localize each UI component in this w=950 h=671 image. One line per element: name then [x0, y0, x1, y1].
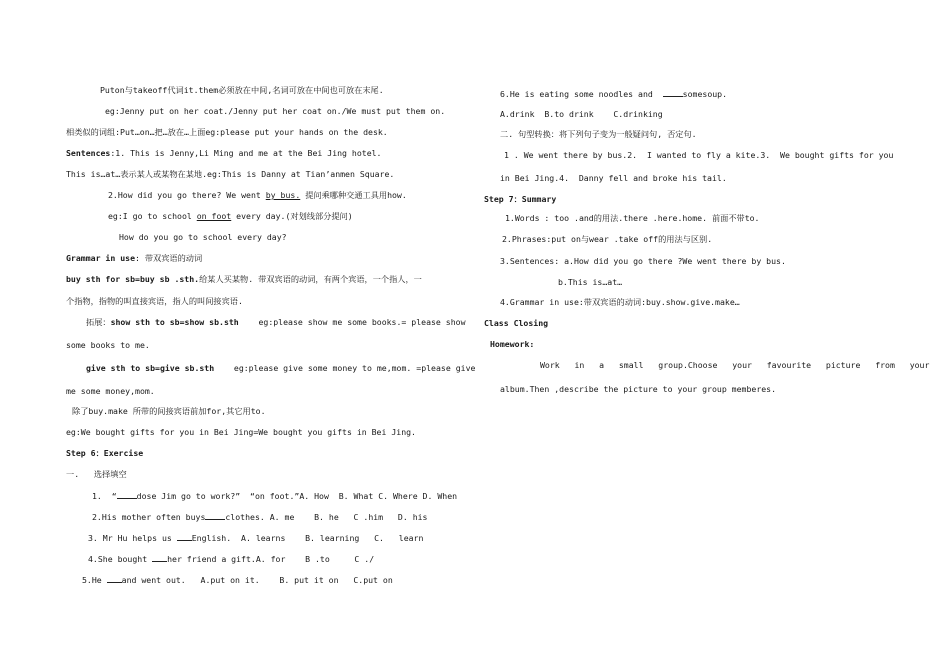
transform-sentences-2: in Bei Jing.4. Danny fell and broke his tail. [500, 173, 727, 183]
line-give-sth [86, 363, 475, 374]
step6-heading: Step 6：Exercise [66, 448, 144, 458]
grammar-text: : 带双宾语的动词 [135, 253, 203, 263]
q5-prefix: 5.He [82, 575, 107, 585]
q6-prefix: 6.He is eating some noodles and [500, 89, 663, 99]
line-how-did-you-go [108, 190, 407, 201]
summary-grammar: 4.Grammar in use:带双宾语的动词:buy.show.give.make… [500, 297, 740, 307]
q2-prefix: 2.His mother often buys [92, 512, 206, 522]
line-bought-gifts: eg:We bought gifts for you in Bei Jing=We bought you gifts in Bei Jing. [66, 427, 416, 437]
homework-heading: Homework: [490, 339, 535, 349]
question-6 [500, 88, 727, 100]
q3-text: English. A. learns B. learning C. learn [191, 533, 424, 543]
sentences-text: :1. This is Jenny,Li Ming and me at the Bei Jing hotel. [110, 148, 382, 158]
class-closing-heading: Class Closing [484, 318, 549, 328]
line-this-is-at: This is…at…表示某人或某物在某地.eg:This is Danny at Tian’anmen Square. [66, 169, 395, 179]
q6-text: somesoup. [682, 89, 728, 99]
line-grammar-in-use [66, 253, 202, 264]
foot-text-a: eg:I go to school [108, 211, 197, 221]
q2-blank [205, 511, 225, 520]
line-put-on-rule: Puton与takeoff代词it.them必须放在中间,名词可放在中间也可放在末尾. [100, 85, 384, 95]
q3-prefix: 3. Mr Hu helps us [88, 533, 177, 543]
line-some-money: me some money,mom. [66, 386, 155, 396]
line-buy-sth [66, 274, 422, 285]
line-direct-indirect: 个指物，指物的叫直接宾语，指人的叫间接宾语. [66, 296, 243, 306]
q1-blank [117, 490, 137, 499]
summary-phrases: 2.Phrases:put on与wear .take off的用法与区别. [502, 234, 713, 244]
q3-blank [177, 532, 192, 541]
q1-text: dose Jim go to work?” “on foot.”A. How B. What C. Where D. When [136, 491, 458, 501]
question-1 [92, 490, 457, 502]
buy-text: 给某人买某物. 带双宾语的动词，有两个宾语，一个指人，一 [199, 274, 422, 284]
buy-phrase: buy sth for sb=buy sb .sth. [66, 274, 200, 284]
homework-line-2: album.Then ,describe the picture to your group memberes. [500, 384, 777, 394]
show-phrase: show sth to sb=show sb.sth [110, 317, 239, 327]
give-example: eg:please give some money to me,mom. =please give [214, 363, 476, 373]
give-phrase: give sth to sb=give sb.sth [86, 363, 215, 373]
line-put-on-example: eg:Jenny put on her coat./Jenny put her coat on./We must put them on. [105, 106, 446, 116]
q4-blank [152, 553, 167, 562]
show-prefix: 拓展： [86, 317, 111, 327]
line-some-books: some books to me. [66, 340, 150, 350]
q5-text: and went out. A.put on it. B. put it on C.put on [121, 575, 393, 585]
question-4 [88, 553, 374, 565]
step7-heading: Step 7：Summary [484, 194, 557, 204]
question-6-options: A.drink B.to drink C.drinking [500, 109, 663, 119]
how-text-b: 提问乘哪种交通工具用how. [300, 190, 407, 200]
q4-text: her friend a gift.A. for B .to C ./ [167, 554, 375, 564]
q1-prefix: 1. “ [92, 491, 117, 501]
summary-sentences: 3.Sentences: a.How did you go there ?We went there by bus. [500, 256, 786, 266]
question-2 [92, 511, 427, 523]
grammar-label: Grammar in use [66, 253, 136, 263]
q5-blank [107, 574, 122, 583]
transform-sentences-1: 1 . We went there by bus.2. I wanted to fly a kite.3. We bought gifts for you [504, 150, 894, 160]
question-3 [88, 532, 423, 544]
question-5 [82, 574, 393, 586]
sentences-label: Sentences [66, 148, 111, 158]
line-for-to-rule: 除了buy.make 所带的间接宾语前加for,其它用to. [72, 406, 266, 416]
summary-words: 1.Words : too .and的用法.there .here.home. 前面不带to. [505, 213, 760, 223]
how-underlined: by bus. [265, 190, 301, 200]
line-show-sth [86, 317, 466, 328]
q6-blank [663, 88, 683, 97]
foot-text-b: every day.(对划线部分提问) [231, 211, 353, 221]
section-2-heading: 二. 句型转换：将下列句子变为一般疑问句, 否定句. [500, 129, 697, 139]
how-text-a: 2.How did you go there? We went [108, 190, 266, 200]
line-on-foot-example [108, 211, 353, 222]
q2-text: clothes. A. me B. he C .him D. his [225, 512, 428, 522]
line-similar-phrase: 相类似的词组:Put…on…把…放在…上面eg:please put your hands on the desk. [66, 127, 388, 137]
show-example: eg:please show me some books.= please show [238, 317, 466, 327]
foot-underlined: on foot [196, 211, 232, 221]
line-how-do-you-go: How do you go to school every day? [119, 232, 287, 242]
summary-sentences-b: b.This is…at… [558, 277, 623, 287]
exercise-heading: 一. 选择填空 [66, 469, 127, 479]
q4-prefix: 4.She bought [88, 554, 153, 564]
homework-line-1: Work in a small group.Choose your favourite picture from your [540, 360, 930, 370]
line-sentences [66, 148, 382, 159]
